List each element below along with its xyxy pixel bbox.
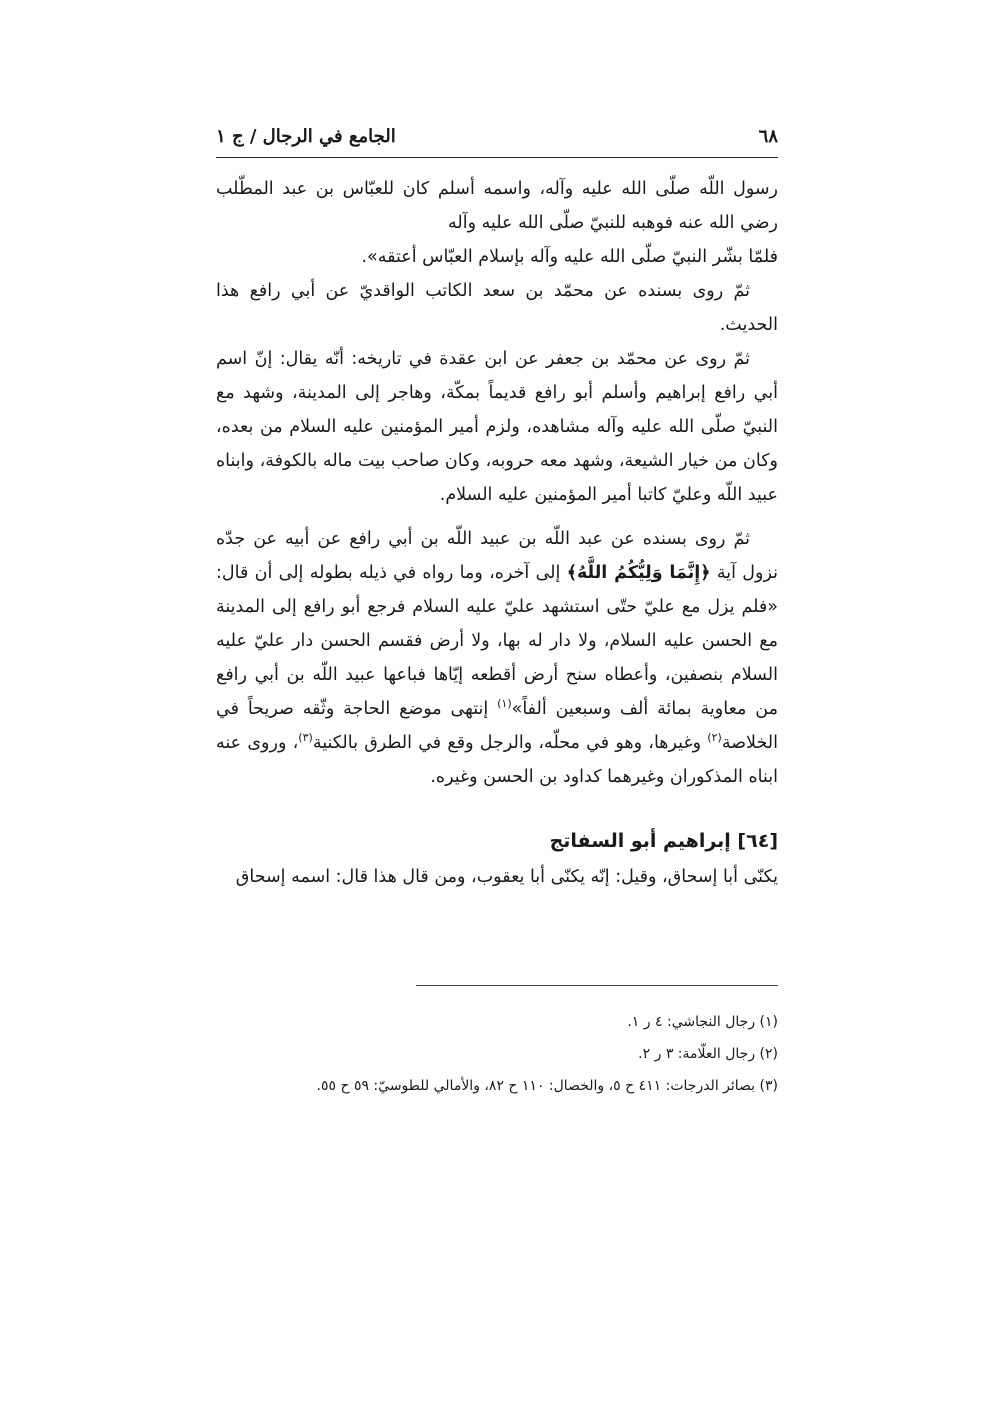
paragraph-2: ثمّ روى بسنده عن محمّد بن سعد الكاتب الواقديّ عن أبي رافع هذا الحديث. — [216, 281, 778, 335]
paragraph-3: ثمّ روى عن محمّد بن جعفر عن ابن عقدة في تاريخه: أنّه يقال: إنّ اسم أبي رافع إبراهيم وأسلم أبو رافع قديماً بمكّة، وهاجر إلى المدينة، وشهد مع النبيّ صلّى الله عليه وآله مشاهده، ولزم أمير المؤمنين عليه السلام من بعده، وكان من خيار الشيعة، وشهد معه حروبه، وكان صاحب بيت ماله بالكوفة، وابناه عبيد اللّه وعليّ كاتبا أمير المؤمنين عليه السلام. — [216, 349, 778, 505]
footnote-2: (٢) رجال العلّامة: ٣ ر ٢. — [638, 1046, 778, 1062]
header-divider — [216, 157, 778, 158]
footnote-1: (١) رجال النجاشي: ٤ ر ١. — [627, 1014, 778, 1030]
entry-heading: [٦٤] إبراهيم أبو السفاتج — [549, 830, 778, 852]
paragraph-4-text-a: ثمّ روى بسنده عن عبد اللّه بن عبيد اللّه بن أبي رافع عن أبيه عن جدّه نزول آية — [216, 529, 779, 583]
paragraph-1-line-2: فلمّا بشّر النبيّ صلّى الله عليه وآله بإسلام العبّاس أعتقه». — [361, 247, 778, 267]
quran-verse: ﴿إِنَّمَا وَلِيُّكُمُ اللَّهُ﴾ — [566, 563, 711, 583]
footnote-ref-3[interactable]: (٣) — [298, 731, 313, 745]
entry-paragraph: يكنّى أبا إسحاق، وقيل: إنّه يكنّى أبا يعقوب، ومن قال هذا قال: اسمه إسحاق — [235, 867, 778, 887]
paragraph-4-text-b: إلى آخره، وما رواه في ذيله بطوله إلى أن قال: «فلم يزل مع عليّ حتّى استشهد عليّ عليه السلام فرجع أبو رافع إلى المدينة مع الحسن عليه السلام، ولا دار له بها، ولا أرض فقسم الحسن دار عليّ عليه السلام بنصفين، وأعطاه سنح أرض أقطعه إيّاها فباعها عبيد اللّه بن أبي رافع من معاوية بمائة ألف وسبعين ألفاً» — [216, 563, 778, 719]
page-number: ٦٨ — [758, 125, 778, 147]
paragraph-4-text-d: وغيرها، وهو في محلّه، والرجل وقع في الطرق بالكنية — [312, 733, 708, 753]
footnote-3: (٣) بصائر الدرجات: ٤١١ ح ٥، والخصال: ١١٠ ح ٨٢، والأمالي للطوسيّ: ٥٩ ح ٥٥. — [316, 1078, 778, 1094]
paragraph-4-text-c: إنتهى موضع الحاجة وثّقه صريحاً في الخلاصة — [216, 699, 778, 753]
paragraph-4 — [216, 522, 778, 794]
running-header — [216, 118, 778, 154]
footnote-divider — [416, 985, 778, 986]
entry-text — [216, 860, 778, 894]
footnotes — [216, 1006, 778, 1102]
paragraph-1-line-1: رسول اللّه صلّى الله عليه وآله، واسمه أسلم كان للعبّاس بن عبد المطّلب رضي الله عنه فوهبه للنبيّ صلّى الله عليه وآله — [216, 179, 778, 233]
footnote-ref-1[interactable]: (١) — [497, 697, 512, 711]
main-text — [216, 172, 778, 794]
paragraph-4-text-e: ، وروى عنه ابناه المذكوران وغيرهما كداود بن الحسن وغيره. — [216, 733, 778, 787]
footnote-ref-2[interactable]: (٢) — [707, 731, 722, 745]
book-title: الجامع في الرجال / ج ١ — [216, 125, 396, 147]
